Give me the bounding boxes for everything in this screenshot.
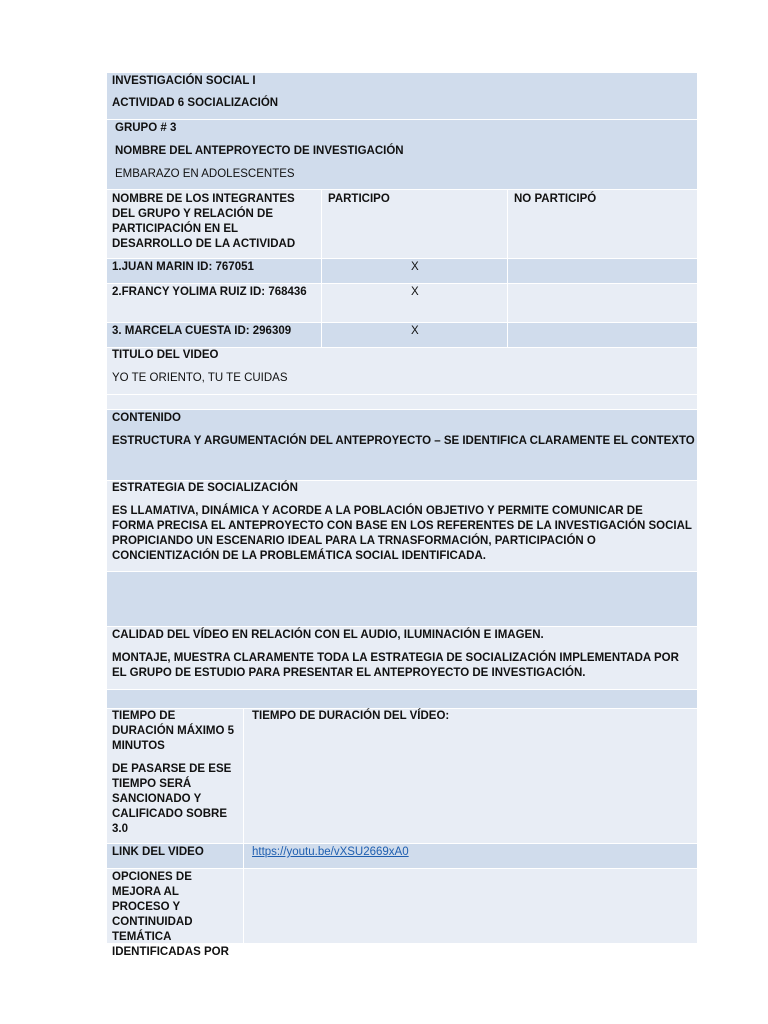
member-name-cell [107,259,321,283]
duration-value-cell [243,709,697,843]
improvement-label: OPCIONES DE MEJORA AL PROCESO Y CONTINUIDAD TEMÁTICA IDENTIFICADAS POR [112,871,229,958]
member-name-cell [107,323,321,347]
member-name: 1.JUAN MARIN ID: 767051 [112,261,254,273]
project-label: NOMBRE DEL ANTEPROYECTO DE INVESTIGACIÓN [115,145,404,157]
strategy-label: ESTRATEGIA DE SOCIALIZACIÓN [112,482,298,494]
spacer-row [107,395,697,409]
not-participated-cell [507,284,697,322]
col-participated: PARTICIPO [328,193,390,205]
strategy-section [107,481,697,571]
content-label: CONTENIDO [112,412,181,424]
activity-title: ACTIVIDAD 6 SOCIALIZACIÓN [112,97,279,109]
participants-header-cell [107,190,321,258]
strategy-line: CONCIENTIZACIÓN DE LA PROBLEMÁTICA SOCIAL IDENTIFICADA. [112,550,486,562]
strategy-line: PROPICIANDO UN ESCENARIO IDEAL PARA LA TRNASFORMACIÓN, PARTICIPACIÓN O [112,535,596,547]
duration-max-label: TIEMPO DE DURACIÓN MÁXIMO 5 MINUTOS [112,710,235,752]
strategy-line: ES LLAMATIVA, DINÁMICA Y ACORDE A LA POBLACIÓN OBJETIVO Y PERMITE COMUNICAR DE [112,505,643,517]
video-link[interactable]: https://youtu.be/vXSU2669xA0 [252,846,409,858]
quality-line: EL GRUPO DE ESTUDIO PARA PRESENTAR EL ANTEPROYECTO DE INVESTIGACIÓN. [112,667,586,679]
participated-cell [321,323,507,347]
col-not-participated: NO PARTICIPÓ [514,193,597,205]
participated-mark: X [411,286,419,298]
quality-line: MONTAJE, MUESTRA CLARAMENTE TODA LA ESTRATEGIA DE SOCIALIZACIÓN IMPLEMENTADA POR [112,652,679,664]
content-text: ESTRUCTURA Y ARGUMENTACIÓN DEL ANTEPROYECTO – SE IDENTIFICA CLARAMENTE EL CONTEXTO [112,435,695,447]
video-title-label: TITULO DEL VIDEO [112,349,219,361]
not-participated-header-cell [507,190,697,258]
improvement-section [107,869,697,958]
not-participated-cell [507,323,697,347]
duration-label-cell [107,709,243,843]
link-label-cell [107,844,243,868]
participated-cell [321,284,507,322]
table-row [107,284,697,322]
spacer-row [107,690,697,708]
link-value-cell [243,844,697,868]
table-row [107,259,697,283]
participants-header-label: NOMBRE DE LOS INTEGRANTES DEL GRUPO Y RELACIÓN DE PARTICIPACIÓN EN EL DESARROLLO DE LA ACTIVIDAD [112,193,296,250]
content-section [107,410,697,480]
group-number: GRUPO # 3 [115,122,177,134]
member-name: 3. MARCELA CUESTA ID: 296309 [112,325,292,337]
duration-penalty-label: DE PASARSE DE ESE TIEMPO SERÁ SANCIONADO Y CALIFICADO SOBRE 3.0 [112,763,232,835]
not-participated-cell [507,259,697,283]
link-row [107,844,697,868]
group-section [107,120,697,189]
link-label: LINK DEL VIDEO [112,846,204,858]
improvement-label-cell [107,869,243,958]
participated-cell [321,259,507,283]
video-duration-label: TIEMPO DE DURACIÓN DEL VÍDEO: [252,710,450,722]
participants-header-row [107,190,697,258]
course-title: INVESTIGACIÓN SOCIAL I [112,75,256,87]
table-row [107,323,697,347]
participated-mark: X [411,261,419,273]
participated-header-cell [321,190,507,258]
video-title: YO TE ORIENTO, TU TE CUIDAS [112,372,288,384]
video-title-section [107,348,697,394]
quality-label: CALIDAD DEL VÍDEO EN RELACIÓN CON EL AUDIO, ILUMINACIÓN E IMAGEN. [112,629,544,641]
member-name: 2.FRANCY YOLIMA RUIZ ID: 768436 [112,286,307,298]
strategy-line: FORMA PRECISA EL ANTEPROYECTO CON BASE EN LOS REFERENTES DE LA INVESTIGACIÓN SOCIAL [112,520,692,532]
member-name-cell [107,284,321,322]
empty-row [107,572,697,626]
project-name: EMBARAZO EN ADOLESCENTES [115,168,295,180]
duration-section [107,709,697,843]
participated-mark: X [411,325,419,337]
quality-section [107,627,697,689]
header-section [107,73,697,119]
improvement-value-cell [243,869,697,943]
